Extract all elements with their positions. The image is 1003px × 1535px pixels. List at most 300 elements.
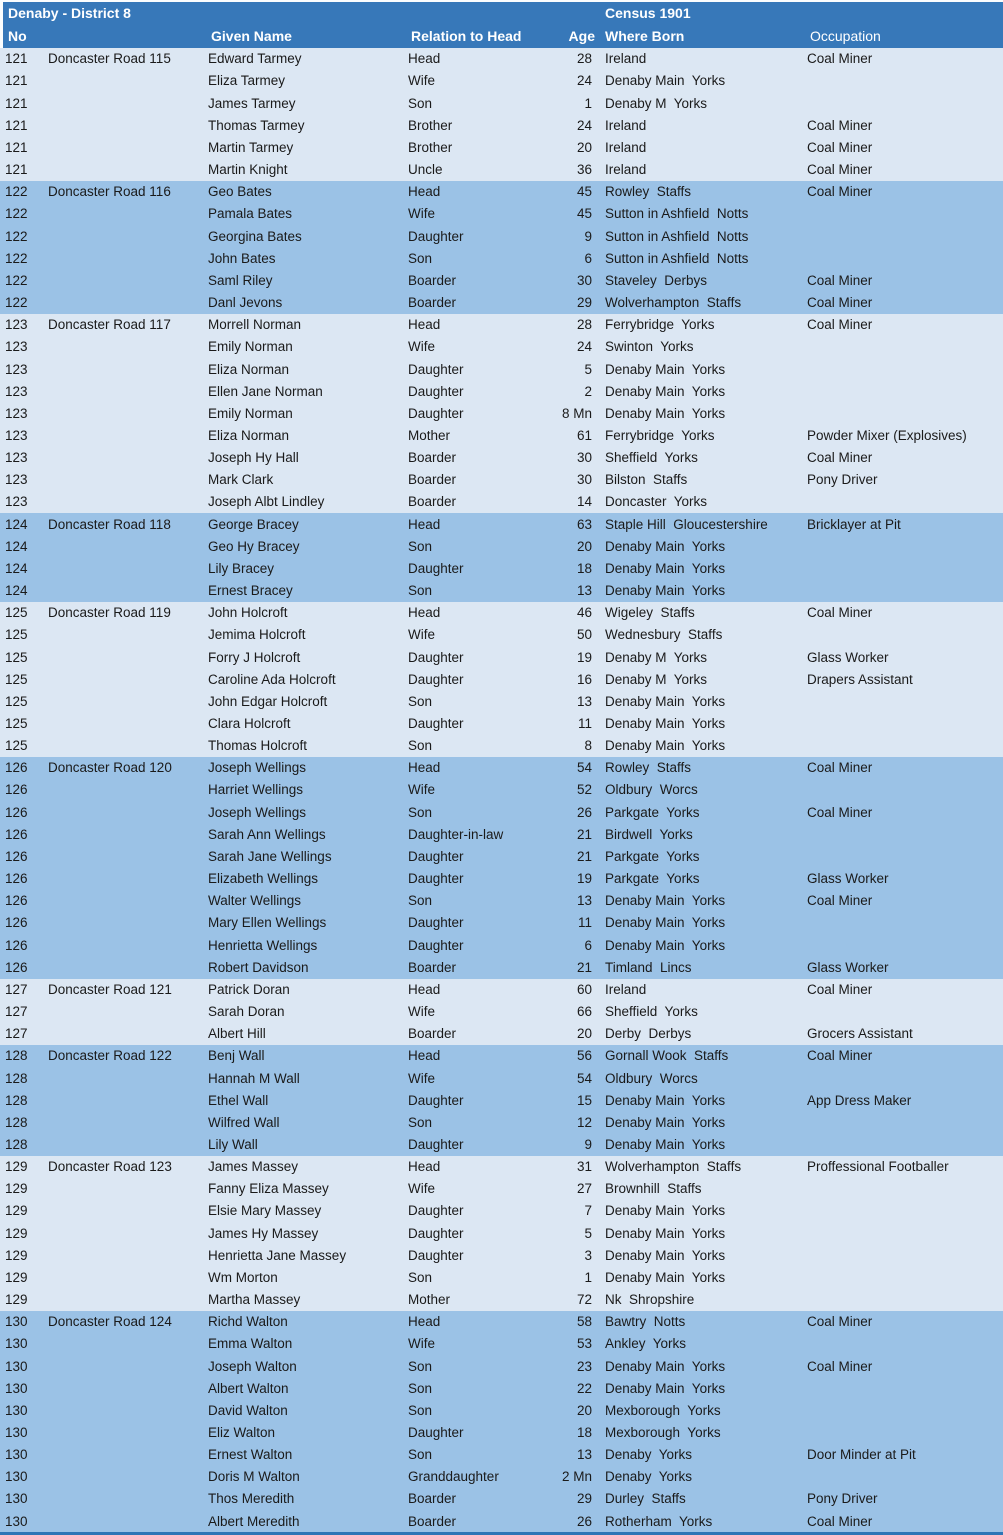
- table-row: [0, 801, 1003, 823]
- given-name-cell: Albert Walton: [208, 1380, 289, 1396]
- age-cell: 45: [576, 184, 592, 200]
- table-row: [0, 513, 1003, 535]
- occupation-cell: Glass Worker: [807, 649, 889, 665]
- where-born-cell: Sutton in Ashfield Notts: [605, 228, 749, 244]
- table-row: [0, 1377, 1003, 1399]
- house-number-cell: 125: [5, 671, 28, 687]
- age-cell: 16: [576, 671, 592, 687]
- occupation-cell: Coal Miner: [807, 139, 873, 155]
- given-name-cell: John Holcroft: [208, 605, 288, 621]
- table-row: [0, 1045, 1003, 1067]
- census-title: Census 1901: [605, 5, 691, 21]
- given-name-cell: Geo Hy Bracey: [208, 538, 300, 554]
- age-cell: 19: [576, 649, 592, 665]
- age-cell: 1: [584, 1269, 592, 1285]
- table-row: [0, 602, 1003, 624]
- occupation-cell: Pony Driver: [807, 472, 878, 488]
- relation-cell: Daughter: [408, 1136, 464, 1152]
- given-name-cell: James Tarmey: [208, 95, 296, 111]
- where-born-cell: Staveley Derbys: [605, 272, 708, 288]
- house-number-cell: 125: [5, 738, 28, 754]
- occupation-cell: Coal Miner: [807, 1513, 873, 1529]
- given-name-cell: Hannah M Wall: [208, 1070, 300, 1086]
- where-born-cell: Denaby Main Yorks: [605, 1136, 726, 1152]
- given-name-cell: Danl Jevons: [208, 295, 283, 311]
- age-cell: 1: [584, 95, 592, 111]
- relation-cell: Wife: [408, 627, 435, 643]
- where-born-cell: Swinton Yorks: [605, 339, 694, 355]
- age-cell: 13: [576, 583, 592, 599]
- relation-cell: Head: [408, 605, 441, 621]
- given-name-cell: Richd Walton: [208, 1314, 288, 1330]
- age-cell: 23: [576, 1358, 592, 1374]
- table-row: [0, 380, 1003, 402]
- given-name-cell: Forry J Holcroft: [208, 649, 301, 665]
- relation-cell: Boarder: [408, 1513, 457, 1529]
- where-born-cell: Sutton in Ashfield Notts: [605, 206, 749, 222]
- age-cell: 2 Mn: [561, 1469, 592, 1485]
- age-cell: 66: [576, 1004, 592, 1020]
- relation-cell: Daughter: [408, 716, 464, 732]
- given-name-cell: Thomas Holcroft: [208, 738, 308, 754]
- age-cell: 30: [576, 450, 592, 466]
- given-name-cell: Ernest Walton: [208, 1447, 293, 1463]
- table-row: [0, 70, 1003, 92]
- table-row: [0, 1222, 1003, 1244]
- given-name-cell: Eliza Tarmey: [208, 73, 286, 89]
- where-born-cell: Denaby Main Yorks: [605, 1114, 726, 1130]
- relation-cell: Son: [408, 538, 433, 554]
- house-number-cell: 122: [5, 295, 28, 311]
- address-cell: Doncaster Road 117: [48, 317, 171, 333]
- given-name-cell: Martin Tarmey: [208, 139, 294, 155]
- house-number-cell: 130: [5, 1469, 28, 1485]
- relation-cell: Mother: [408, 1292, 451, 1308]
- table-row: [0, 1444, 1003, 1466]
- where-born-cell: Denaby Main Yorks: [605, 361, 726, 377]
- where-born-cell: Wednesbury Staffs: [605, 627, 723, 643]
- table-row: [0, 1067, 1003, 1089]
- relation-cell: Son: [408, 250, 433, 266]
- age-cell: 46: [576, 605, 592, 621]
- given-name-cell: Pamala Bates: [208, 206, 293, 222]
- age-cell: 54: [576, 760, 592, 776]
- given-name-cell: Mary Ellen Wellings: [208, 915, 327, 931]
- relation-cell: Son: [408, 893, 433, 909]
- house-number-cell: 123: [5, 405, 28, 421]
- given-name-cell: James Massey: [208, 1159, 299, 1175]
- relation-cell: Wife: [408, 1070, 435, 1086]
- address-cell: Doncaster Road 123: [48, 1159, 172, 1175]
- given-name-cell: Mark Clark: [208, 472, 274, 488]
- age-cell: 24: [576, 73, 592, 89]
- where-born-cell: Denaby Main Yorks: [605, 893, 726, 909]
- given-name-cell: Emma Walton: [208, 1336, 293, 1352]
- age-cell: 21: [576, 826, 592, 842]
- relation-cell: Son: [408, 1380, 433, 1396]
- occupation-cell: Coal Miner: [807, 1358, 873, 1374]
- occupation-cell: Coal Miner: [807, 760, 873, 776]
- relation-cell: Head: [408, 51, 441, 67]
- age-cell: 26: [576, 1513, 592, 1529]
- given-name-cell: Doris M Walton: [208, 1469, 300, 1485]
- given-name-cell: Ellen Jane Norman: [208, 383, 323, 399]
- house-number-cell: 126: [5, 826, 28, 842]
- table-row: [0, 934, 1003, 956]
- table-row: [0, 1311, 1003, 1333]
- house-number-cell: 126: [5, 848, 28, 864]
- where-born-cell: Ferrybridge Yorks: [605, 317, 715, 333]
- address-cell: Doncaster Road 120: [48, 760, 172, 776]
- where-born-cell: Denaby Main Yorks: [605, 405, 726, 421]
- age-cell: 36: [576, 162, 592, 178]
- house-number-cell: 127: [5, 1004, 28, 1020]
- table-row: [0, 425, 1003, 447]
- given-name-cell: Henrietta Jane Massey: [208, 1247, 347, 1263]
- age-cell: 9: [584, 228, 592, 244]
- age-cell: 31: [576, 1159, 592, 1175]
- where-born-cell: Denaby Main Yorks: [605, 560, 726, 576]
- relation-cell: Head: [408, 317, 441, 333]
- given-name-cell: Joseph Hy Hall: [208, 450, 299, 466]
- age-cell: 24: [576, 117, 592, 133]
- table-row: [0, 1112, 1003, 1134]
- relation-cell: Wife: [408, 782, 435, 798]
- given-name-cell: Elizabeth Wellings: [208, 871, 319, 887]
- relation-cell: Head: [408, 516, 441, 532]
- table-row: [0, 358, 1003, 380]
- relation-cell: Son: [408, 1447, 433, 1463]
- where-born-cell: Ireland: [605, 981, 647, 997]
- given-name-cell: Harriet Wellings: [208, 782, 304, 798]
- where-born-cell: Denaby Main Yorks: [605, 1380, 726, 1396]
- relation-cell: Son: [408, 1358, 433, 1374]
- relation-cell: Granddaughter: [408, 1469, 499, 1485]
- where-born-cell: Denaby Main Yorks: [605, 1203, 726, 1219]
- occupation-cell: Coal Miner: [807, 162, 873, 178]
- relation-cell: Daughter: [408, 1425, 464, 1441]
- table-row: [0, 779, 1003, 801]
- age-cell: 19: [576, 871, 592, 887]
- relation-cell: Wife: [408, 1181, 435, 1197]
- house-number-cell: 122: [5, 206, 28, 222]
- table-row: [0, 1488, 1003, 1510]
- table-row: [0, 403, 1003, 425]
- where-born-cell: Denaby Main Yorks: [605, 1247, 726, 1263]
- where-born-cell: Durley Staffs: [605, 1491, 686, 1507]
- where-born-cell: Bilston Staffs: [605, 472, 688, 488]
- where-born-cell: Mexborough Yorks: [605, 1425, 721, 1441]
- relation-cell: Son: [408, 1402, 433, 1418]
- relation-cell: Wife: [408, 206, 435, 222]
- table-row: [0, 1001, 1003, 1023]
- where-born-cell: Denaby Main Yorks: [605, 1358, 726, 1374]
- where-born-cell: Denaby Main Yorks: [605, 583, 726, 599]
- age-cell: 60: [576, 981, 592, 997]
- occupation-cell: Coal Miner: [807, 450, 873, 466]
- house-number-cell: 126: [5, 871, 28, 887]
- age-cell: 56: [576, 1048, 592, 1064]
- table-row: [0, 1156, 1003, 1178]
- given-name-cell: Thos Meredith: [208, 1491, 295, 1507]
- house-number-cell: 124: [5, 516, 28, 532]
- where-born-cell: Denaby Main Yorks: [605, 1225, 726, 1241]
- relation-cell: Daughter: [408, 383, 464, 399]
- house-number-cell: 130: [5, 1425, 28, 1441]
- where-born-cell: Ireland: [605, 117, 647, 133]
- house-number-cell: 129: [5, 1203, 28, 1219]
- house-number-cell: 130: [5, 1402, 28, 1418]
- table-row: [0, 159, 1003, 181]
- occupation-cell: Coal Miner: [807, 317, 873, 333]
- age-cell: 3: [584, 1247, 592, 1263]
- table-row: [0, 137, 1003, 159]
- house-number-cell: 125: [5, 627, 28, 643]
- where-born-cell: Rowley Staffs: [605, 184, 692, 200]
- relation-cell: Wife: [408, 1336, 435, 1352]
- table-row: [0, 535, 1003, 557]
- where-born-cell: Oldbury Worcs: [605, 1070, 698, 1086]
- house-number-cell: 127: [5, 1026, 28, 1042]
- column-header-age: Age: [568, 28, 595, 44]
- given-name-cell: Lily Bracey: [208, 560, 275, 576]
- house-number-cell: 129: [5, 1159, 28, 1175]
- given-name-cell: Joseph Albt Lindley: [208, 494, 325, 510]
- given-name-cell: James Hy Massey: [208, 1225, 319, 1241]
- table-row: [0, 890, 1003, 912]
- given-name-cell: Jemima Holcroft: [208, 627, 306, 643]
- where-born-cell: Parkgate Yorks: [605, 804, 700, 820]
- age-cell: 18: [576, 1425, 592, 1441]
- where-born-cell: Denaby Main Yorks: [605, 716, 726, 732]
- table-row: [0, 912, 1003, 934]
- census-table-body: [0, 48, 1003, 1532]
- age-cell: 50: [576, 627, 592, 643]
- house-number-cell: 126: [5, 804, 28, 820]
- where-born-cell: Wigeley Staffs: [605, 605, 695, 621]
- given-name-cell: Fanny Eliza Massey: [208, 1181, 329, 1197]
- where-born-cell: Parkgate Yorks: [605, 848, 700, 864]
- where-born-cell: Nk Shropshire: [605, 1292, 695, 1308]
- occupation-cell: Coal Miner: [807, 184, 873, 200]
- occupation-cell: Coal Miner: [807, 804, 873, 820]
- occupation-cell: Proffessional Footballer: [807, 1159, 949, 1175]
- table-row: [0, 92, 1003, 114]
- occupation-cell: Drapers Assistant: [807, 671, 913, 687]
- given-name-cell: Patrick Doran: [208, 981, 290, 997]
- house-number-cell: 125: [5, 649, 28, 665]
- given-name-cell: David Walton: [208, 1402, 288, 1418]
- where-born-cell: Gornall Wook Staffs: [605, 1048, 729, 1064]
- table-row: [0, 1134, 1003, 1156]
- table-row: [0, 1355, 1003, 1377]
- given-name-cell: Joseph Wellings: [208, 804, 307, 820]
- age-cell: 21: [576, 848, 592, 864]
- where-born-cell: Ireland: [605, 162, 647, 178]
- house-number-cell: 125: [5, 716, 28, 732]
- relation-cell: Brother: [408, 117, 453, 133]
- table-row: [0, 558, 1003, 580]
- where-born-cell: Rowley Staffs: [605, 760, 692, 776]
- address-cell: Doncaster Road 118: [48, 516, 171, 532]
- title-row: [3, 2, 1003, 25]
- house-number-cell: 123: [5, 494, 28, 510]
- relation-cell: Daughter: [408, 1225, 464, 1241]
- age-cell: 30: [576, 472, 592, 488]
- where-born-cell: Timland Lincs: [605, 959, 692, 975]
- where-born-cell: Rotherham Yorks: [605, 1513, 713, 1529]
- column-header-where-born: Where Born: [605, 28, 685, 44]
- house-number-cell: 126: [5, 959, 28, 975]
- table-row: [0, 203, 1003, 225]
- table-row: [0, 225, 1003, 247]
- where-born-cell: Sutton in Ashfield Notts: [605, 250, 749, 266]
- given-name-cell: Albert Hill: [208, 1026, 266, 1042]
- house-number-cell: 130: [5, 1447, 28, 1463]
- age-cell: 29: [576, 295, 592, 311]
- table-row: [0, 1289, 1003, 1311]
- house-number-cell: 129: [5, 1292, 28, 1308]
- table-row: [0, 114, 1003, 136]
- relation-cell: Son: [408, 738, 433, 754]
- age-cell: 28: [576, 317, 592, 333]
- house-number-cell: 129: [5, 1181, 28, 1197]
- given-name-cell: Clara Holcroft: [208, 716, 291, 732]
- table-row: [0, 48, 1003, 70]
- column-header-given-name: Given Name: [211, 28, 292, 44]
- table-row: [0, 1089, 1003, 1111]
- relation-cell: Daughter: [408, 560, 464, 576]
- given-name-cell: Ethel Wall: [208, 1092, 269, 1108]
- house-number-cell: 125: [5, 605, 28, 621]
- where-born-cell: Parkgate Yorks: [605, 871, 700, 887]
- table-row: [0, 1400, 1003, 1422]
- given-name-cell: Benj Wall: [208, 1048, 265, 1064]
- age-cell: 61: [576, 427, 592, 443]
- given-name-cell: Martha Massey: [208, 1292, 301, 1308]
- where-born-cell: Denaby Main Yorks: [605, 1092, 726, 1108]
- relation-cell: Wife: [408, 339, 435, 355]
- given-name-cell: John Bates: [208, 250, 276, 266]
- age-cell: 8: [584, 738, 592, 754]
- table-row: [0, 691, 1003, 713]
- age-cell: 12: [576, 1114, 592, 1130]
- table-row: [0, 846, 1003, 868]
- occupation-cell: Coal Miner: [807, 981, 873, 997]
- relation-cell: Wife: [408, 1004, 435, 1020]
- age-cell: 6: [584, 937, 592, 953]
- age-cell: 13: [576, 1447, 592, 1463]
- column-header-address: [51, 25, 211, 48]
- where-born-cell: Ireland: [605, 139, 647, 155]
- given-name-cell: Henrietta Wellings: [208, 937, 318, 953]
- relation-cell: Boarder: [408, 472, 457, 488]
- where-born-cell: Denaby Main Yorks: [605, 915, 726, 931]
- relation-cell: Daughter: [408, 228, 464, 244]
- where-born-cell: Brownhill Staffs: [605, 1181, 702, 1197]
- house-number-cell: 126: [5, 915, 28, 931]
- given-name-cell: Emily Norman: [208, 339, 293, 355]
- given-name-cell: Elsie Mary Massey: [208, 1203, 322, 1219]
- age-cell: 5: [584, 361, 592, 377]
- house-number-cell: 128: [5, 1114, 28, 1130]
- table-row: [0, 314, 1003, 336]
- where-born-cell: Denaby Main Yorks: [605, 538, 726, 554]
- given-name-cell: Lily Wall: [208, 1136, 258, 1152]
- given-name-cell: Robert Davidson: [208, 959, 309, 975]
- occupation-cell: Coal Miner: [807, 272, 873, 288]
- age-cell: 22: [576, 1380, 592, 1396]
- table-row: [0, 979, 1003, 1001]
- table-row: [0, 1466, 1003, 1488]
- age-cell: 13: [576, 893, 592, 909]
- relation-cell: Daughter: [408, 1203, 464, 1219]
- house-number-cell: 126: [5, 760, 28, 776]
- address-cell: Doncaster Road 119: [48, 605, 171, 621]
- house-number-cell: 126: [5, 782, 28, 798]
- table-row: [0, 580, 1003, 602]
- table-row: [0, 868, 1003, 890]
- relation-cell: Brother: [408, 139, 453, 155]
- house-number-cell: 128: [5, 1048, 28, 1064]
- relation-cell: Son: [408, 1269, 433, 1285]
- table-row: [0, 668, 1003, 690]
- address-cell: Doncaster Road 115: [48, 51, 171, 67]
- age-cell: 26: [576, 804, 592, 820]
- age-cell: 8 Mn: [561, 405, 592, 421]
- house-number-cell: 122: [5, 184, 28, 200]
- house-number-cell: 130: [5, 1380, 28, 1396]
- house-number-cell: 123: [5, 361, 28, 377]
- occupation-cell: Glass Worker: [807, 959, 889, 975]
- column-header-occupation: Occupation: [810, 28, 881, 44]
- age-cell: 30: [576, 272, 592, 288]
- given-name-cell: Wilfred Wall: [208, 1114, 280, 1130]
- occupation-cell: Coal Miner: [807, 51, 873, 67]
- where-born-cell: Staple Hill Gloucestershire: [605, 516, 768, 532]
- where-born-cell: Doncaster Yorks: [605, 494, 708, 510]
- column-header-relation: Relation to Head: [411, 28, 522, 44]
- given-name-cell: Eliz Walton: [208, 1425, 276, 1441]
- age-cell: 54: [576, 1070, 592, 1086]
- table-row: [0, 469, 1003, 491]
- relation-cell: Head: [408, 981, 441, 997]
- house-number-cell: 122: [5, 272, 28, 288]
- given-name-cell: Georgina Bates: [208, 228, 302, 244]
- given-name-cell: Sarah Jane Wellings: [208, 848, 332, 864]
- relation-cell: Boarder: [408, 494, 457, 510]
- relation-cell: Uncle: [408, 162, 443, 178]
- house-number-cell: 130: [5, 1513, 28, 1529]
- address-cell: Doncaster Road 122: [48, 1048, 172, 1064]
- age-cell: 28: [576, 51, 592, 67]
- where-born-cell: Denaby Main Yorks: [605, 1269, 726, 1285]
- age-cell: 45: [576, 206, 592, 222]
- relation-cell: Head: [408, 760, 441, 776]
- house-number-cell: 121: [5, 95, 28, 111]
- relation-cell: Boarder: [408, 1026, 457, 1042]
- house-number-cell: 123: [5, 472, 28, 488]
- given-name-cell: Saml Riley: [208, 272, 273, 288]
- table-row: [0, 247, 1003, 269]
- age-cell: 53: [576, 1336, 592, 1352]
- where-born-cell: Denaby Main Yorks: [605, 383, 726, 399]
- house-number-cell: 125: [5, 693, 28, 709]
- occupation-cell: Coal Miner: [807, 1314, 873, 1330]
- given-name-cell: Eliza Norman: [208, 427, 290, 443]
- given-name-cell: Eliza Norman: [208, 361, 290, 377]
- house-number-cell: 121: [5, 139, 28, 155]
